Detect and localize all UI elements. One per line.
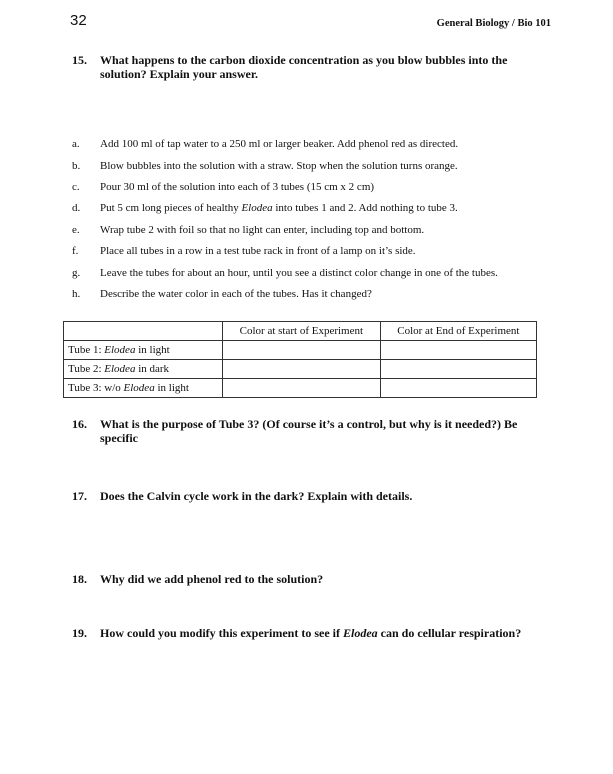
- question-number: 18.: [72, 572, 87, 586]
- step-letter: e.: [72, 224, 80, 236]
- end-color-cell: [380, 341, 536, 360]
- table-row: [64, 379, 537, 398]
- start-color-cell: [223, 379, 381, 398]
- procedure-step-b: [72, 158, 552, 174]
- table-header-cell: Color at End of Experiment: [380, 322, 536, 341]
- step-letter: d.: [72, 202, 81, 214]
- question-19: [72, 626, 552, 640]
- table-header-cell: Color at start of Experiment: [223, 322, 381, 341]
- running-head: General Biology / Bio 101: [436, 18, 551, 29]
- table-row: [64, 341, 537, 360]
- step-letter: h.: [72, 288, 81, 300]
- tube-label: Tube 3: w/o Elodea in light: [64, 379, 223, 398]
- end-color-cell: [380, 379, 536, 398]
- procedure-step-g: [72, 265, 552, 281]
- step-text: Wrap tube 2 with foil so that no light can enter, including top and bottom.: [100, 224, 425, 236]
- procedure-step-c: [72, 179, 552, 195]
- step-letter: a.: [72, 138, 80, 150]
- table-header-cell: [64, 322, 223, 341]
- step-letter: g.: [72, 267, 81, 279]
- step-letter: c.: [72, 181, 80, 193]
- step-text: Put 5 cm long pieces of healthy Elodea into tubes 1 and 2. Add nothing to tube 3.: [100, 202, 458, 214]
- start-color-cell: [223, 341, 381, 360]
- question-text: What happens to the carbon dioxide concentration as you blow bubbles into the solution? Explain your answer.: [100, 53, 508, 81]
- question-18: [72, 572, 552, 586]
- question-number: 15.: [72, 53, 87, 67]
- procedure-step-h: [72, 286, 552, 302]
- procedure-step-a: [72, 136, 552, 152]
- table-row: [64, 360, 537, 379]
- question-number: 19.: [72, 626, 87, 640]
- end-color-cell: [380, 360, 536, 379]
- question-number: 17.: [72, 489, 87, 503]
- step-text: Blow bubbles into the solution with a straw. Stop when the solution turns orange.: [100, 160, 458, 172]
- tube-label: Tube 2: Elodea in dark: [64, 360, 223, 379]
- results-table: [63, 321, 537, 398]
- question-text: What is the purpose of Tube 3? (Of course it’s a control, but why is it needed?) Be specific: [100, 417, 518, 445]
- tube-label: Tube 1: Elodea in light: [64, 341, 223, 360]
- step-text: Leave the tubes for about an hour, until you see a distinct color change in one of the tubes.: [100, 267, 498, 279]
- step-letter: b.: [72, 160, 81, 172]
- procedure-step-d: [72, 200, 552, 216]
- procedure-step-f: [72, 243, 552, 259]
- question-text: Does the Calvin cycle work in the dark? Explain with details.: [100, 489, 413, 503]
- table-header-row: [64, 322, 537, 341]
- page-number: 32: [70, 12, 87, 29]
- step-text: Add 100 ml of tap water to a 250 ml or larger beaker. Add phenol red as directed.: [100, 138, 459, 150]
- step-text: Describe the water color in each of the tubes. Has it changed?: [100, 288, 372, 300]
- start-color-cell: [223, 360, 381, 379]
- step-text: Pour 30 ml of the solution into each of 3 tubes (15 cm x 2 cm): [100, 181, 375, 193]
- question-16: [72, 417, 552, 445]
- question-15: [72, 53, 552, 81]
- procedure-step-e: [72, 222, 552, 238]
- question-text: How could you modify this experiment to see if Elodea can do cellular respiration?: [100, 626, 522, 640]
- question-number: 16.: [72, 417, 87, 431]
- question-text: Why did we add phenol red to the solution?: [100, 572, 324, 586]
- step-letter: f.: [72, 245, 79, 257]
- question-17: [72, 489, 552, 503]
- step-text: Place all tubes in a row in a test tube rack in front of a lamp on it’s side.: [100, 245, 416, 257]
